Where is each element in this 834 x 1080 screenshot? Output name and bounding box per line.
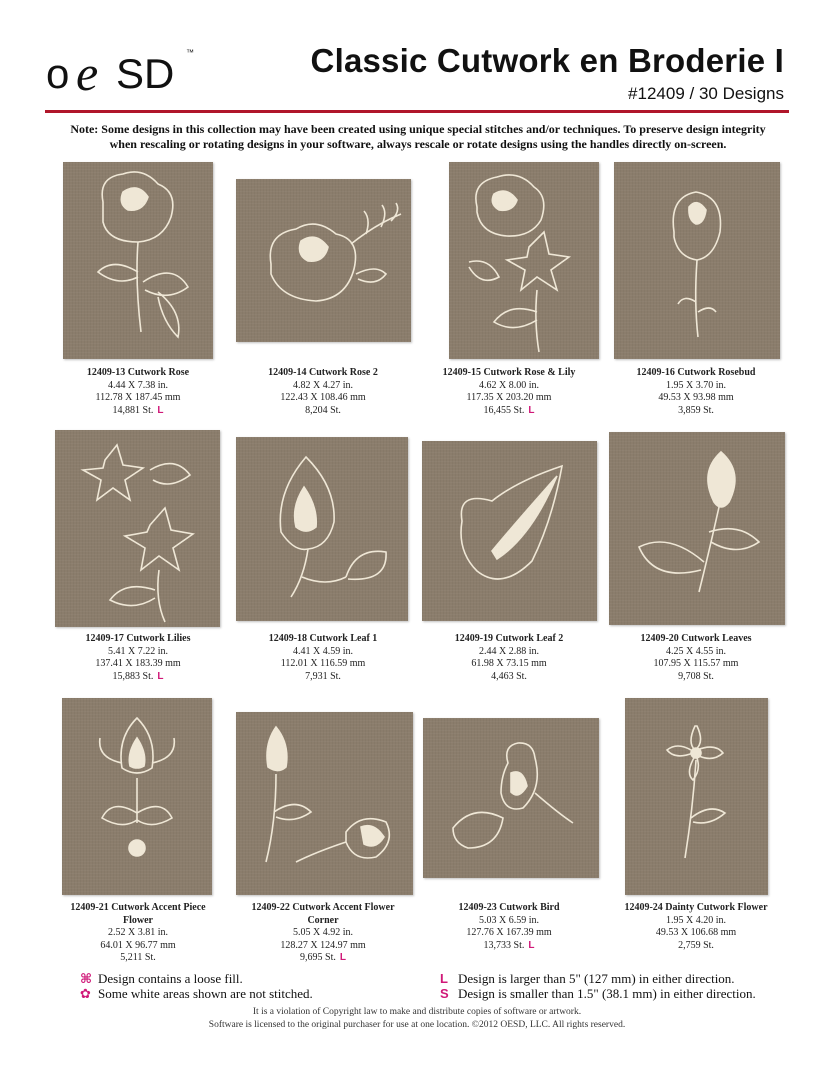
design-caption — [43, 633, 233, 683]
design-image-leaf-2 — [422, 441, 597, 621]
design-name: 12409-17 Cutwork Lilies — [85, 633, 191, 644]
design-image-leaf-1 — [236, 437, 408, 621]
design-image-leaves — [609, 432, 785, 625]
copyright-line-1: It is a violation of Copyright law to make and distribute copies of software or artwork. — [252, 1007, 582, 1017]
design-size-mm: 112.78 X 187.45 mm — [95, 392, 181, 403]
design-size-inches: 4.82 X 4.27 in. — [293, 379, 353, 391]
design-size-inches: 5.03 X 6.59 in. — [479, 914, 539, 926]
logo-letters-sd: SD — [116, 50, 175, 97]
design-caption — [228, 633, 418, 683]
large-flag: L — [157, 404, 164, 416]
design-caption — [414, 902, 604, 952]
design-image-rosebud — [614, 162, 780, 359]
design-image-rose — [63, 162, 213, 359]
logo-letter-o: o — [46, 50, 70, 97]
stitch-count: 7,931 St. — [305, 670, 341, 682]
design-size-mm: 64.01 X 96.77 mm — [100, 939, 176, 951]
design-size-inches: 4.41 X 4.59 in. — [293, 645, 353, 657]
legend-white-areas — [80, 986, 313, 1002]
design-caption — [414, 633, 604, 683]
design-size-mm: 117.35 X 203.20 mm — [466, 392, 552, 403]
flower-icon: ✿ — [80, 987, 91, 1002]
legend-text: Design is larger than 5" (127 mm) in either direction. — [458, 971, 735, 986]
design-size-inches: 4.62 X 8.00 in. — [479, 379, 539, 391]
design-caption — [601, 367, 791, 417]
design-size-inches: 5.41 X 7.22 in. — [108, 645, 168, 657]
design-caption — [601, 902, 791, 952]
header-divider — [45, 110, 789, 113]
legend-text: Some white areas shown are not stitched. — [98, 986, 313, 1001]
design-size-inches: 1.95 X 3.70 in. — [666, 379, 726, 391]
design-caption — [228, 367, 418, 417]
design-caption — [601, 633, 791, 683]
logo-letter-e: e — [76, 45, 99, 101]
design-name: 12409-15 Cutwork Rose & Lily — [442, 367, 576, 378]
copyright-line-2: Software is licensed to the original purchaser for use at one location. ©2012 OESD, LLC. All rights reserved. — [208, 1020, 626, 1030]
stitch-count: 2,759 St. — [678, 939, 714, 951]
stitch-count: 16,455 St. — [483, 404, 525, 416]
logo-trademark: ™ — [186, 48, 194, 57]
design-name-continued: Corner — [307, 914, 339, 926]
design-name: 12409-19 Cutwork Leaf 2 — [454, 633, 564, 644]
stitch-count: 9,695 St. — [300, 952, 336, 963]
design-size-mm: 107.95 X 115.57 mm — [653, 658, 739, 669]
legend-text: Design is smaller than 1.5" (38.1 mm) in either direction. — [458, 986, 756, 1001]
design-caption — [414, 367, 604, 417]
design-size-mm: 128.27 X 124.97 mm — [280, 939, 366, 951]
large-symbol: L — [440, 971, 448, 986]
design-size-mm: 122.43 X 108.46 mm — [280, 392, 366, 403]
design-size-mm: 127.76 X 167.39 mm — [466, 927, 552, 938]
design-caption — [228, 902, 418, 965]
loose-fill-icon: ⌘ — [80, 972, 93, 987]
stitch-count: 14,881 St. — [112, 404, 154, 416]
stitch-count: 15,883 St. — [112, 670, 154, 682]
design-image-bird — [423, 718, 599, 878]
design-name: 12409-20 Cutwork Leaves — [640, 633, 752, 644]
page-title: Classic Cutwork en Broderie I — [310, 42, 784, 79]
design-size-inches: 1.95 X 4.20 in. — [666, 914, 726, 926]
legend-text: Design contains a loose fill. — [98, 971, 243, 986]
design-size-inches: 5.05 X 4.92 in. — [293, 927, 353, 938]
legend-small — [440, 986, 756, 1001]
design-image-dainty-flower — [625, 698, 768, 895]
stitch-count: 9,708 St. — [678, 670, 714, 682]
large-flag: L — [339, 952, 346, 963]
stitch-count: 3,859 St. — [678, 404, 714, 416]
large-flag: L — [528, 404, 535, 416]
design-name: 12409-24 Dainty Cutwork Flower — [624, 902, 768, 913]
collection-number: #12409 / 30 Designs — [628, 84, 784, 103]
design-size-mm: 49.53 X 106.68 mm — [655, 927, 737, 938]
stitch-count: 4,463 St. — [491, 670, 527, 682]
design-size-mm: 49.53 X 93.98 mm — [658, 392, 734, 403]
design-size-mm: 61.98 X 73.15 mm — [471, 658, 547, 669]
design-image-rose-lily — [449, 162, 599, 359]
design-image-lilies — [55, 430, 220, 627]
stitch-count: 8,204 St. — [305, 404, 341, 416]
oesd-logo — [46, 44, 206, 104]
design-name: 12409-21 Cutwork Accent Piece — [70, 902, 206, 913]
design-name: 12409-18 Cutwork Leaf 1 — [268, 633, 378, 644]
design-name: 12409-13 Cutwork Rose — [86, 367, 190, 378]
design-size-inches: 2.52 X 3.81 in. — [108, 927, 168, 938]
design-size-inches: 4.44 X 7.38 in. — [108, 379, 168, 391]
design-image-accent-piece-flower — [62, 698, 212, 895]
design-size-mm: 137.41 X 183.39 mm — [95, 658, 181, 669]
design-name: 12409-23 Cutwork Bird — [458, 902, 560, 913]
large-flag: L — [528, 939, 535, 951]
design-size-inches: 2.44 X 2.88 in. — [479, 645, 539, 657]
design-size-mm: 112.01 X 116.59 mm — [280, 658, 366, 669]
design-note: Note: Some designs in this collection may have been created using unique special stitches and/or techniques. To preserve design integrity when rescaling or rotating designs in your software, always rescale or rotate designs using the handles directly on-screen. — [70, 122, 766, 151]
design-image-rose-2 — [236, 179, 411, 342]
small-symbol: S — [440, 986, 449, 1001]
design-name: 12409-14 Cutwork Rose 2 — [268, 367, 378, 378]
design-caption — [43, 367, 233, 417]
design-image-accent-flower-corner — [236, 712, 413, 895]
large-flag: L — [157, 670, 164, 682]
design-size-inches: 4.25 X 4.55 in. — [666, 645, 726, 657]
design-name: 12409-22 Cutwork Accent Flower — [251, 902, 395, 913]
design-name: 12409-16 Cutwork Rosebud — [636, 367, 756, 378]
stitch-count: 13,733 St. — [483, 939, 525, 951]
legend-large — [440, 971, 735, 986]
stitch-count: 5,211 St. — [120, 952, 156, 963]
design-caption — [43, 902, 233, 965]
legend-loose-fill — [80, 971, 243, 987]
design-name-continued: Flower — [123, 914, 153, 926]
